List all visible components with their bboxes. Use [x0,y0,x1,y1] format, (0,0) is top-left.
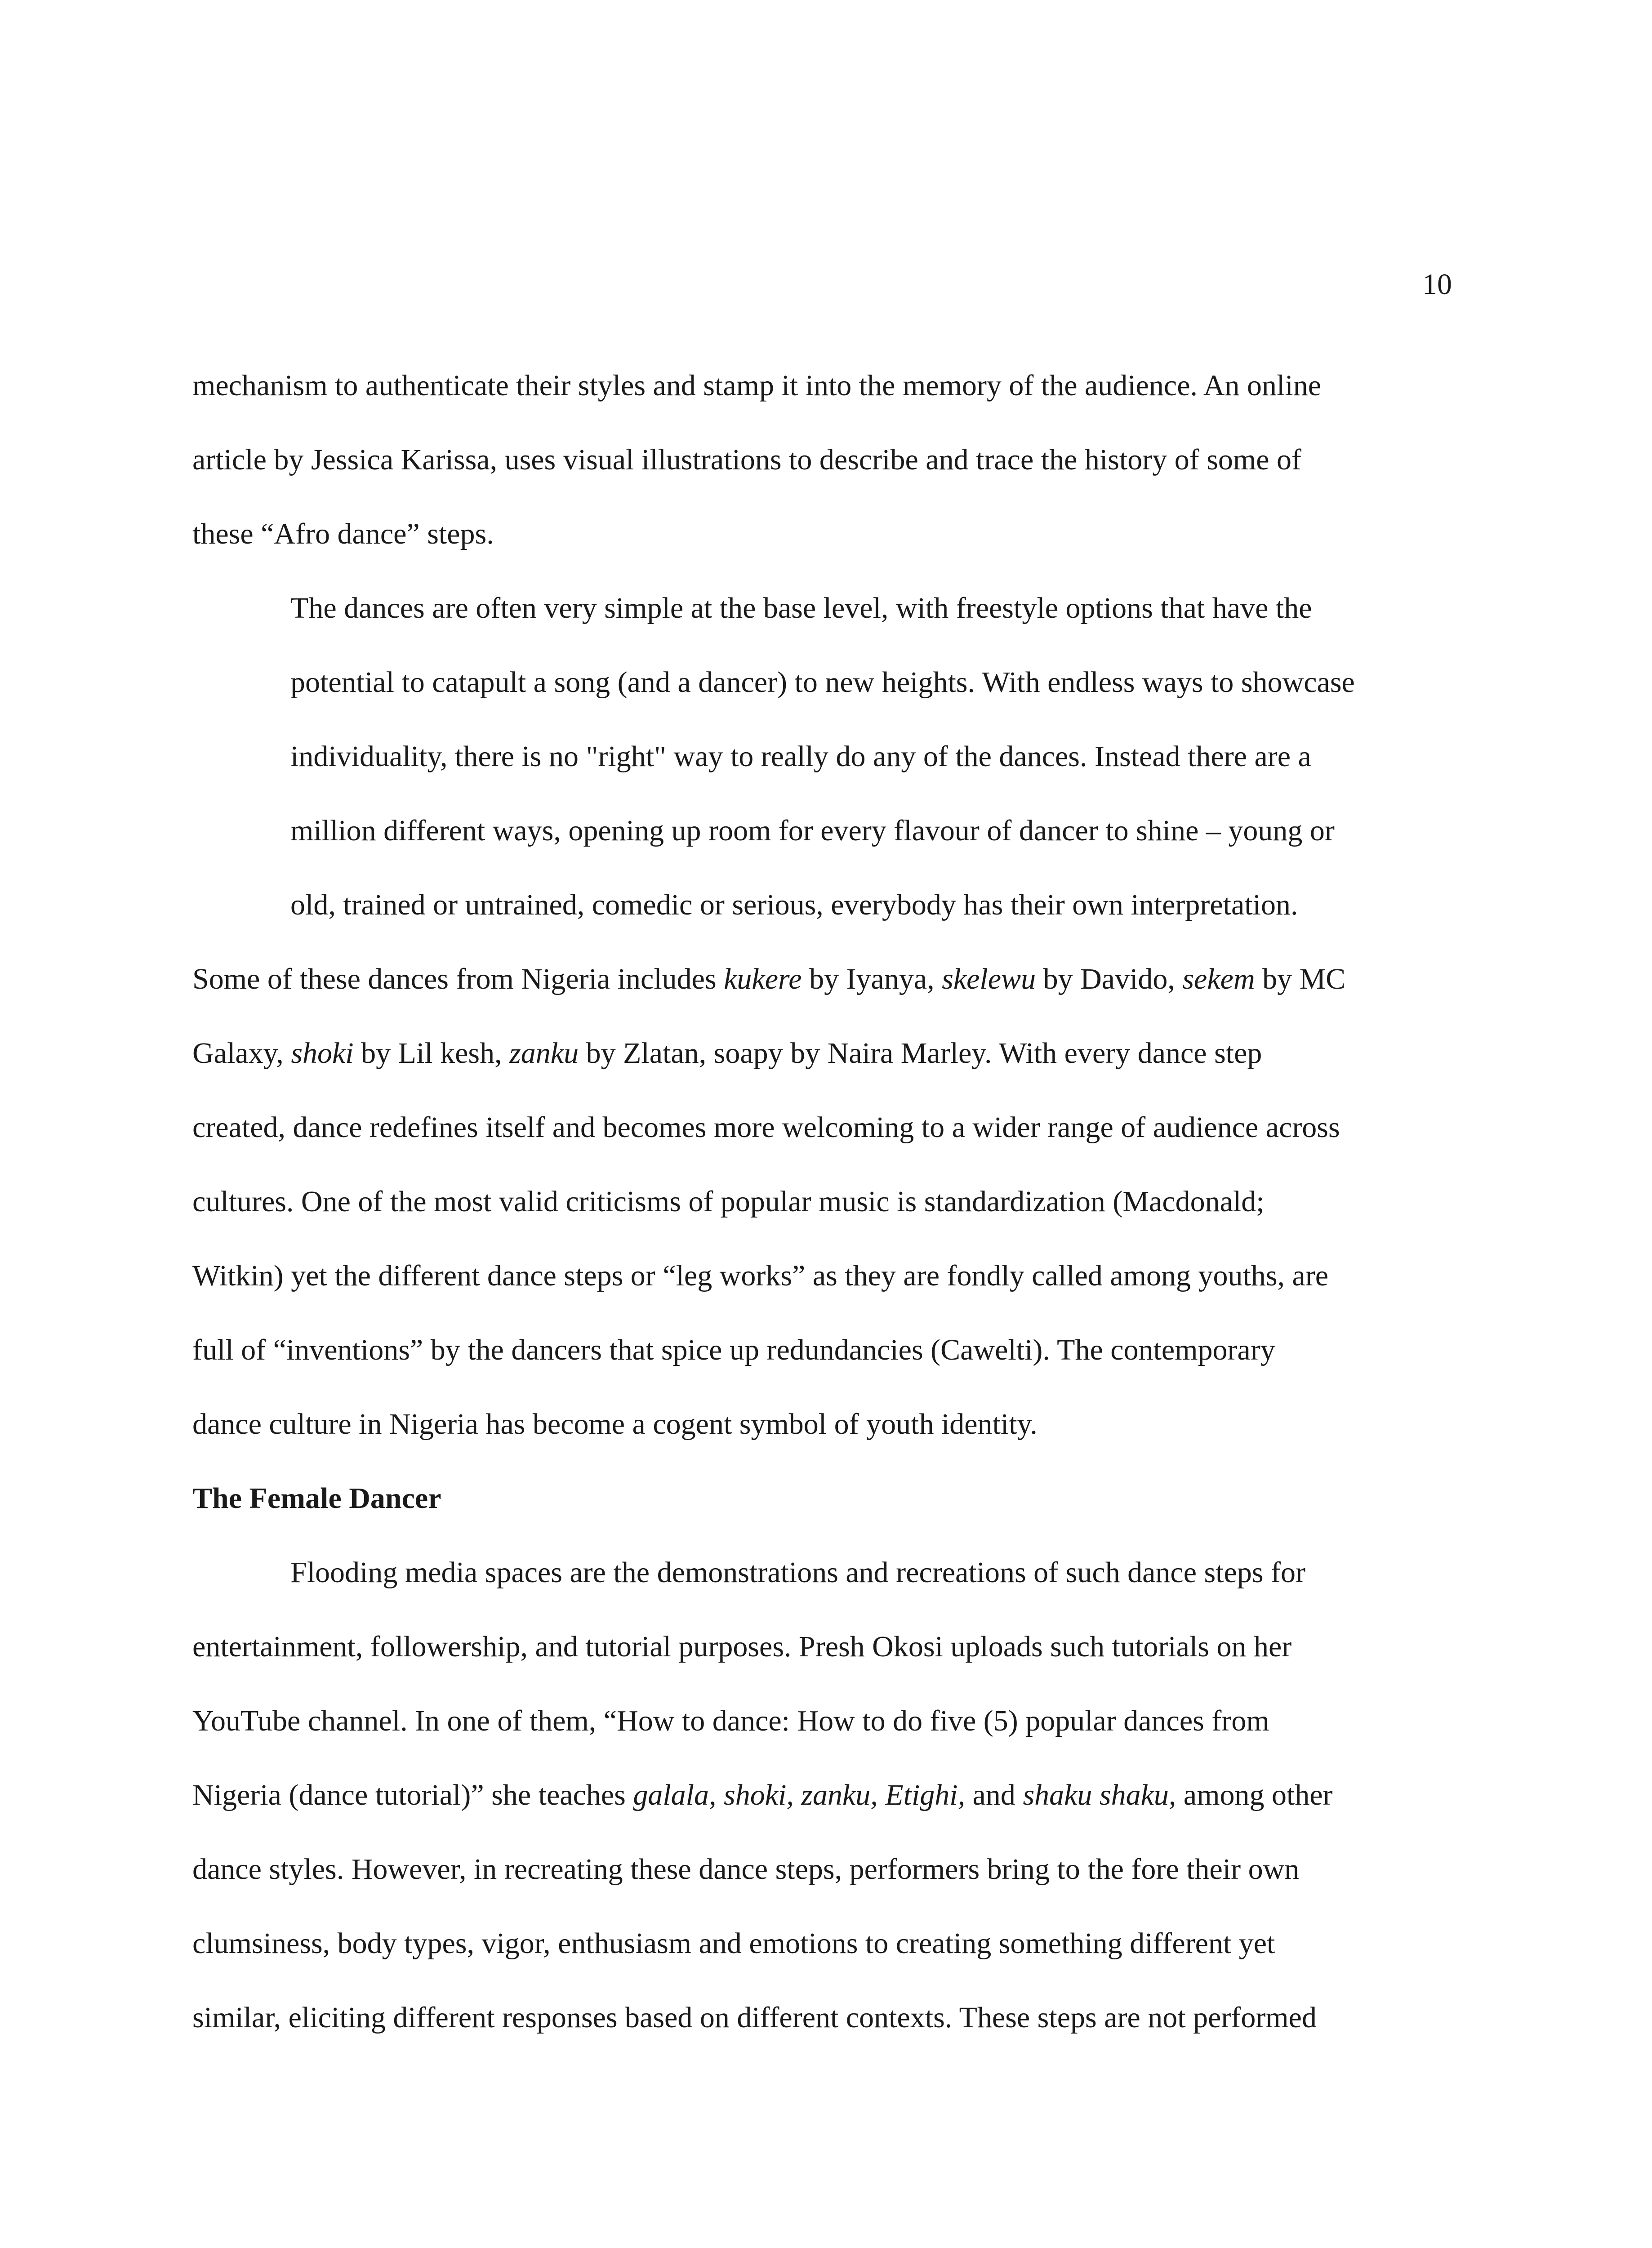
body-text-line: Flooding media spaces are the demonstrations and recreations of such dance steps for [290,1556,1305,1589]
page-number: 10 [1422,268,1452,301]
text-run: Galaxy, [192,1037,291,1070]
body-text-line: mechanism to authenticate their styles and stamp it into the memory of the audience. An online [192,369,1321,402]
text-run: by Lil kesh, [353,1037,510,1070]
body-text-line: full of “inventions” by the dancers that spice up redundancies (Cawelti). The contemporary [192,1334,1275,1366]
dance-name: zanku [509,1037,579,1070]
dance-name: sekem [1182,963,1255,995]
text-run: by Davido, [1036,963,1183,995]
body-text-line [192,964,1345,994]
body-text-line: cultures. One of the most valid criticisms of popular music is standardization (Macdonald; [192,1185,1265,1218]
body-text-line: entertainment, followership, and tutorial purposes. Presh Okosi uploads such tutorials on her [192,1630,1292,1663]
text-run: Nigeria (dance tutorial)” she teaches [192,1779,633,1811]
body-text-line: article by Jessica Karissa, uses visual illustrations to describe and trace the history of some of [192,443,1302,476]
block-quote-line: individuality, there is no "right" way to really do any of the dances. Instead there are a [290,740,1311,773]
body-text-line: similar, eliciting different responses based on different contexts. These steps are not performed [192,2001,1317,2034]
body-text-line: Witkin) yet the different dance steps or “leg works” as they are fondly called among youths, are [192,1259,1329,1292]
block-quote-line: million different ways, opening up room for every flavour of dancer to shine – young or [290,814,1335,847]
block-quote-line: The dances are often very simple at the base level, with freestyle options that have the [290,592,1312,624]
text-run: and [965,1779,1023,1811]
body-text-line: created, dance redefines itself and becomes more welcoming to a wider range of audience across [192,1111,1340,1144]
text-run: by Zlatan, soapy by Naira Marley. With every dance step [579,1037,1262,1070]
block-quote-line: old, trained or untrained, comedic or serious, everybody has their own interpretation. [290,888,1298,921]
body-text-line [192,1780,1333,1810]
dance-name: kukere [724,963,802,995]
dance-name: skelewu [942,963,1036,995]
body-text-line: dance culture in Nigeria has become a cogent symbol of youth identity. [192,1408,1038,1441]
text-run: by Iyanya, [802,963,942,995]
body-text-line: these “Afro dance” steps. [192,517,494,550]
dance-name: galala, shoki, zanku, Etighi, [633,1779,966,1811]
section-heading: The Female Dancer [192,1482,441,1515]
dance-name: shoki [291,1037,354,1070]
dance-name: shaku shaku, [1023,1779,1176,1811]
body-text-line: clumsiness, body types, vigor, enthusiasm and emotions to creating something different yet [192,1927,1275,1960]
body-text-line [192,1039,1262,1068]
text-run: among other [1176,1779,1333,1811]
text-run: by MC [1255,963,1346,995]
block-quote-line: potential to catapult a song (and a dancer) to new heights. With endless ways to showcase [290,666,1355,699]
body-text-line: dance styles. However, in recreating these dance steps, performers bring to the fore their own [192,1853,1300,1886]
body-text-line: YouTube channel. In one of them, “How to dance: How to do five (5) popular dances from [192,1704,1269,1737]
text-run: Some of these dances from Nigeria includes [192,963,724,995]
